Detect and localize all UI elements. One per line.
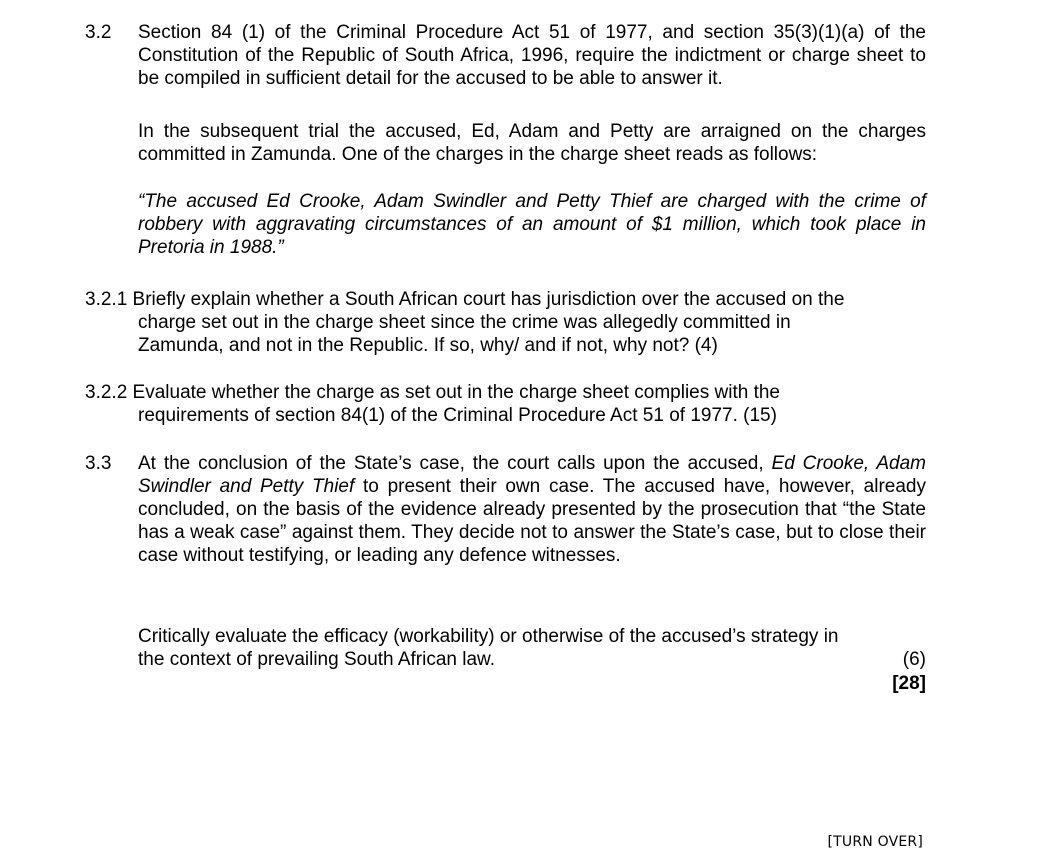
question-number: 3.2 xyxy=(85,22,112,43)
question-continuation: charge set out in the charge sheet since the crime was allegedly committed in xyxy=(138,312,791,333)
paragraph-trial: In the subsequent trial the accused, Ed, Adam and Petty are arraigned on the charges committed in Zamunda. One of the charges in the charge sheet reads as follows: xyxy=(138,121,926,165)
paragraph-evaluate xyxy=(138,625,926,671)
mark-allocation: (6) xyxy=(902,649,926,670)
accused-names: Ed Crooke, Adam Swindler and Petty Thief xyxy=(138,453,926,497)
question-number: 3.3 xyxy=(85,453,112,474)
question-text xyxy=(138,452,926,567)
question-text: Section 84 (1) of the Criminal Procedure Act 51 of 1977, and section 35(3)(1)(a) of the Constitution of the Republic of South Africa, 1996, require the indictment or charge sheet to be compiled in sufficient detail for the accused to be able to answer it. xyxy=(138,22,926,89)
evaluate-last-line xyxy=(138,648,926,671)
question-text: Zamunda, and not in the Republic. If so, why/ and if not, why not? xyxy=(138,335,690,356)
question-last-line xyxy=(138,404,926,427)
question-last-line xyxy=(138,334,926,357)
question-body: to present their own case. The accused have, however, already concluded, on the basis of the evidence already presented by the prosecution that “the State has a weak case” against them. They decide not to answer the State’s case, but to close their case without testifying, or leading any defence witnesses. xyxy=(138,476,926,566)
evaluate-first-line: Critically evaluate the efficacy (workability) or otherwise of the accused’s strategy in xyxy=(138,626,839,647)
charge-quote: “The accused Ed Crooke, Adam Swindler and Petty Thief are charged with the crime of robbery with aggravating circumstances of an amount of $1 million, which took place in Pretoria in 1988.” xyxy=(138,191,926,258)
question-3-2 xyxy=(85,21,926,90)
question-text: requirements of section 84(1) of the Criminal Procedure Act 51 of 1977. xyxy=(138,405,738,426)
question-3-2-1 xyxy=(85,288,926,357)
question-first-line xyxy=(85,288,926,311)
question-3-3 xyxy=(85,452,926,567)
question-text: Evaluate whether the charge as set out in the charge sheet complies with the xyxy=(132,382,780,403)
question-text: the context of prevailing South African law. xyxy=(138,649,495,670)
total-marks: [28] xyxy=(892,673,926,694)
question-lead: At the conclusion of the State’s case, the court calls upon the accused, xyxy=(138,453,764,474)
mark-allocation: (15) xyxy=(743,405,777,426)
question-number: 3.2.1 xyxy=(85,289,128,310)
question-3-2-2 xyxy=(85,381,926,427)
question-number: 3.2.2 xyxy=(85,382,128,403)
turn-over-label: [TURN OVER] xyxy=(827,834,923,850)
question-text: Briefly explain whether a South African court has jurisdiction over the accused on the xyxy=(132,289,845,310)
question-first-line xyxy=(85,381,926,404)
mark-allocation: (4) xyxy=(694,335,718,356)
